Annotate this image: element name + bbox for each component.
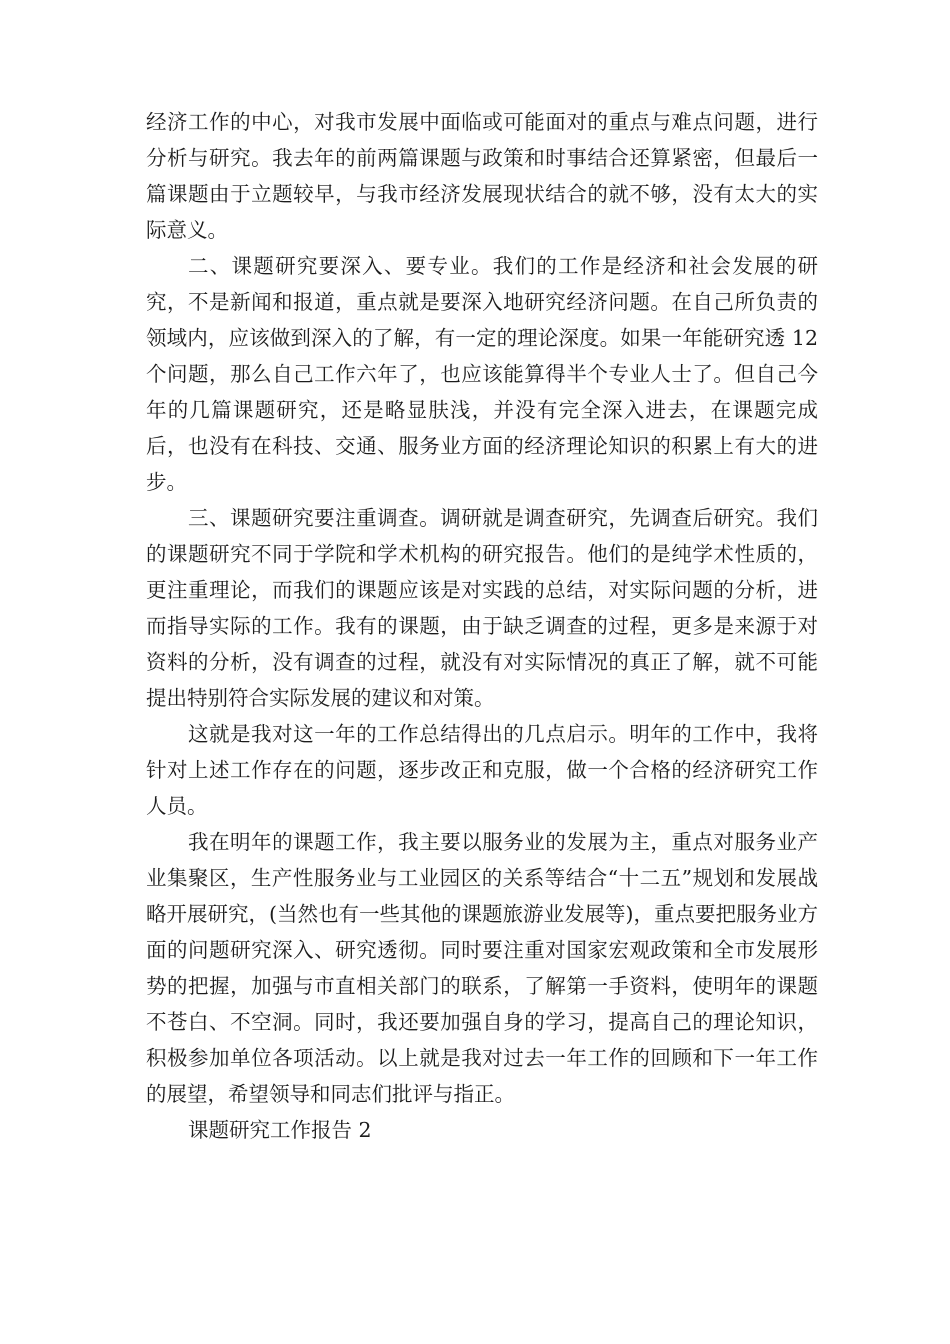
paragraph-point-three: 三、课题研究要注重调查。调研就是调查研究，先调查后研究。我们的课题研究不同于学院和学术机构的研究报告。他们的是纯学术性质的，更注重理论，而我们的课题应该是对实践的总结，对实际问题的分析，进而指导实际的工作。我有的课题，由于缺乏调查的过程，更多是来源于对资料的分析，没有调查的过程，就没有对实际情况的真正了解，就不可能提出特别符合实际发展的建议和对策。 bbox=[146, 506, 818, 710]
paragraph-continuation: 经济工作的中心，对我市发展中面临或可能面对的重点与难点问题，进行分析与研究。我去年的前两篇课题与政策和时事结合还算紧密，但最后一篇课题由于立题较早，与我市经济发展现状结合的就不够，没有太大的实际意义。 bbox=[146, 110, 818, 242]
paragraph-point-two: 二、课题研究要深入、要专业。我们的工作是经济和社会发展的研究，不是新闻和报道，重点就是要深入地研究经济问题。在自己所负责的领域内，应该做到深入的了解，有一定的理论深度。如果一年能研究透 12 个问题，那么自己工作六年了，也应该能算得半个专业人士了。但自己今年的几篇课题研究，还是略显肤浅，并没有完全深入进去，在课题完成后，也没有在科技、交通、服务业方面的经济理论知识的积累上有大的进步。 bbox=[146, 254, 818, 494]
section-title: 课题研究工作报告 2 bbox=[188, 1118, 372, 1142]
paragraph-next-year-plan: 我在明年的课题工作，我主要以服务业的发展为主，重点对服务业产业集聚区，生产性服务业与工业园区的关系等结合“十二五”规划和发展战略开展研究，(当然也有一些其他的课题旅游业发展等)，重点要把服务业方面的问题研究深入、研究透彻。同时要注重对国家宏观政策和全市发展形势的把握，加强与市直相关部门的联系，了解第一手资料，使明年的课题不苍白、不空洞。同时，我还要加强自身的学习，提高自己的理论知识，积极参加单位各项活动。以上就是我对过去一年工作的回顾和下一年工作的展望，希望领导和同志们批评与指正。 bbox=[146, 830, 818, 1106]
document-body bbox=[146, 104, 818, 1148]
paragraph-summary: 这就是我对这一年的工作总结得出的几点启示。明年的工作中，我将针对上述工作存在的问题，逐步改正和克服，做一个合格的经济研究工作人员。 bbox=[146, 722, 818, 818]
